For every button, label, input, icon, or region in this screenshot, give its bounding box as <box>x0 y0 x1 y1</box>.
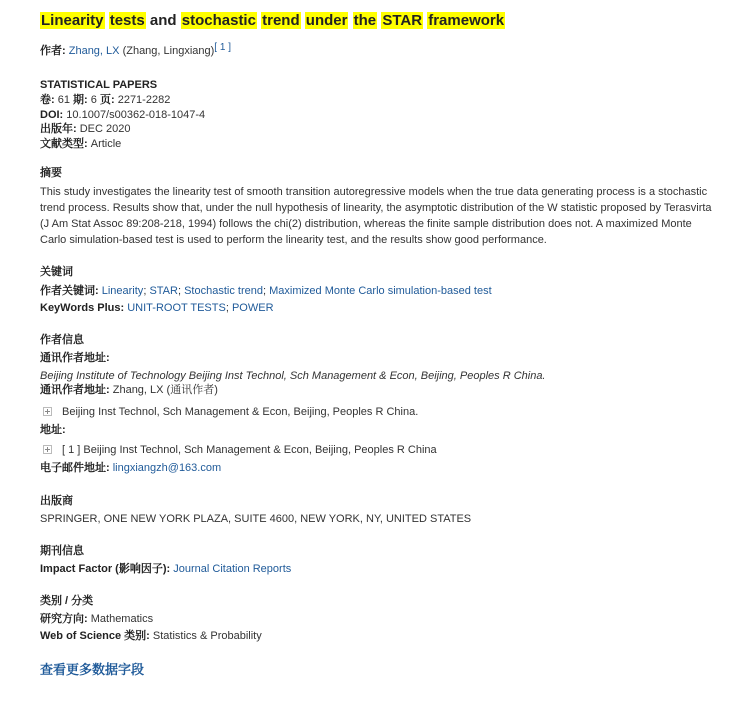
expand-icon[interactable] <box>43 407 52 416</box>
publisher-text: SPRINGER, ONE NEW YORK PLAZA, SUITE 4600, NEW YORK, NY, UNITED STATES <box>40 513 472 525</box>
jcr-link[interactable]: Journal Citation Reports <box>173 563 292 575</box>
expand-icon[interactable] <box>43 445 52 454</box>
pubyear-line <box>40 122 131 136</box>
email-line <box>40 461 221 475</box>
doctype-line <box>40 137 121 151</box>
author-affil-ref[interactable]: [ 1 ] <box>214 42 231 53</box>
title-highlight: Linearity <box>41 12 104 29</box>
record-title <box>40 11 505 31</box>
address-label: 地址: <box>40 424 66 436</box>
doctype-label: 文献类型: <box>40 138 88 150</box>
corr-address-label: 通讯作者地址: <box>40 352 110 364</box>
author-keywords-label: 作者关键词: <box>40 285 99 297</box>
title-highlight: stochastic <box>181 12 256 29</box>
doi-line <box>40 108 205 122</box>
pubyear-label: 出版年: <box>40 123 77 135</box>
email-link[interactable]: lingxiangzh@163.com <box>112 462 222 474</box>
title-highlight: the <box>353 12 377 29</box>
keyword-plus-link[interactable]: POWER <box>231 302 274 314</box>
email-label: 电子邮件地址: <box>40 462 110 474</box>
author-link[interactable]: Zhang, LX <box>68 45 120 57</box>
volume-issue-pages <box>40 93 170 107</box>
address-text: [ 1 ] Beijing Inst Technol, Sch Management & Econ, Beijing, Peoples R China <box>62 444 437 456</box>
title-highlight: framework <box>428 12 505 29</box>
keyword-link[interactable]: Maximized Monte Carlo simulation-based test <box>269 285 492 297</box>
pages-value: 2271-2282 <box>117 94 171 106</box>
title-highlight: under <box>305 12 348 29</box>
title-highlight: tests <box>109 12 145 29</box>
issue-value: 6 <box>90 94 97 106</box>
volume-value: 61 <box>57 94 70 106</box>
abstract-text: This study investigates the linearity test of smooth transition autoregressive models when the true data generating process is a stochastic trend process. Results show that, under the null hypothesis of linearity, the asymptotic distribution of the W statistic proposed by Terasvirta (J Am Stat Assoc 89:208-218, 1994) follows the chi(2) distribution, whereas the finite sample distribution does not. A maximized Monte Carlo simulation-based test is used to perform the linearity test, and the results show good performance. <box>40 186 712 246</box>
title-highlight: STAR <box>382 12 423 29</box>
journal-info-heading: 期刊信息 <box>40 545 84 557</box>
doi-value: 10.1007/s00362-018-1047-4 <box>66 109 206 121</box>
keyword-plus-link[interactable]: UNIT-ROOT TESTS <box>127 302 226 314</box>
address-row <box>40 443 437 457</box>
journal-name: STATISTICAL PAPERS <box>40 79 158 91</box>
doctype-value: Article <box>90 138 122 150</box>
publisher-heading: 出版商 <box>40 495 73 507</box>
keyword-link[interactable]: Stochastic trend <box>184 285 263 297</box>
categories-heading: 类别 / 分类 <box>40 595 94 607</box>
corr-author-line <box>40 383 218 397</box>
keywords-plus: KeyWords Plus: UNIT-ROOT TESTS; POWER <box>40 302 274 314</box>
pages-label: 页: <box>99 94 115 106</box>
author-label: 作者: <box>40 45 66 57</box>
research-area-value: Mathematics <box>90 613 154 625</box>
author-fullname: (Zhang, Lingxiang) <box>122 45 215 57</box>
author-line <box>40 44 231 58</box>
corr-institution: Beijing Institute of Technology Beijing Inst Technol, Sch Management & Econ, Beijing, Peoples R China. <box>40 370 546 382</box>
wos-category-value: Statistics & Probability <box>152 630 262 642</box>
research-area-label: 研究方向: <box>40 613 88 625</box>
doi-label: DOI: <box>40 109 64 121</box>
issue-label: 期: <box>73 94 88 106</box>
view-more-fields-link[interactable]: 查看更多数据字段 <box>40 662 145 677</box>
author-info-heading: 作者信息 <box>40 334 84 346</box>
corr-author-name: Zhang, LX (通讯作者) <box>112 384 218 396</box>
wos-category-label: Web of Science 类别: <box>40 630 150 642</box>
keywords-heading: 关键词 <box>40 266 73 278</box>
impact-factor-label: Impact Factor (影响因子): <box>40 563 171 575</box>
author-keywords: 作者关键词: Linearity; STAR; Stochastic trend; Maximized Monte Carlo simulation-based test <box>40 285 492 297</box>
keyword-link[interactable]: STAR <box>149 285 178 297</box>
research-area-line <box>40 612 153 626</box>
keyword-link[interactable]: Linearity <box>101 285 144 297</box>
title-highlight: trend <box>262 12 300 29</box>
abstract-heading: 摘要 <box>40 167 62 179</box>
volume-label: 卷: <box>40 94 55 106</box>
pubyear-value: DEC 2020 <box>79 123 131 135</box>
wos-category-line <box>40 629 262 643</box>
keywords-plus-label: KeyWords Plus: <box>40 302 125 314</box>
impact-factor-line <box>40 562 291 576</box>
corr-author-label: 通讯作者地址: <box>40 384 110 396</box>
corr-address-text: Beijing Inst Technol, Sch Management & Econ, Beijing, Peoples R China. <box>62 406 419 418</box>
title-word: and <box>149 12 177 29</box>
corr-address-row <box>40 405 418 419</box>
